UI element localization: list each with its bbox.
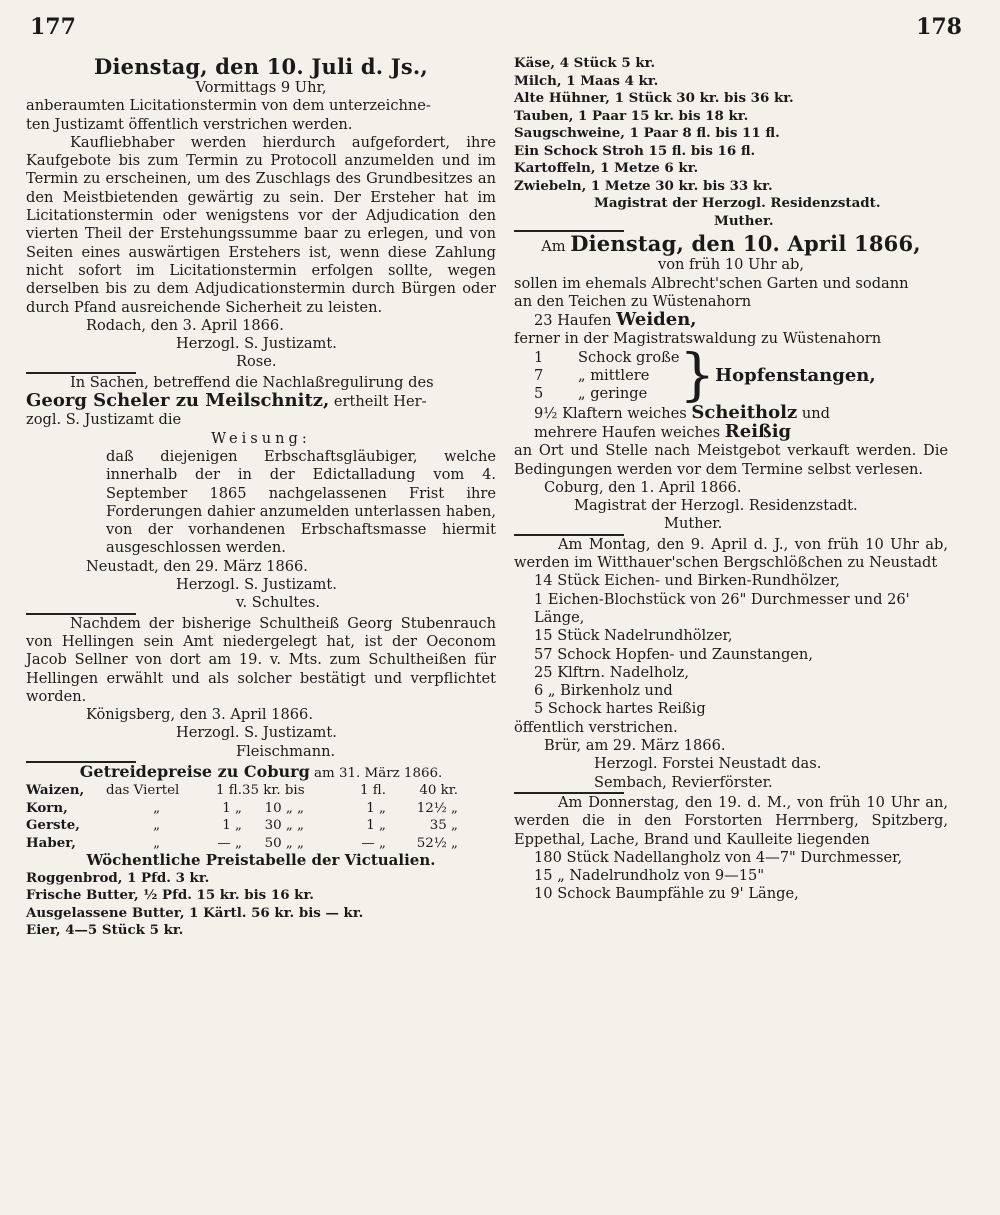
victuals-list-continued bbox=[514, 55, 948, 195]
notice-body: Nachdem der bisherige Schultheiß Georg Stubenrauch von Hellingen sein Amt niedergelegt hat, ist der Oeconom Jacob Sellner von dort am 19. v. Mts. zum Schultheißen für Hellingen erwählt und als solcher bestätigt und verpflichtet worden. bbox=[26, 614, 496, 705]
victual-item: Roggenbrod, 1 Pfd. 3 kr. bbox=[26, 869, 210, 886]
notice-time: von früh 10 Uhr ab, bbox=[657, 256, 805, 274]
victual-item: Kartoffeln, 1 Metze 6 kr. bbox=[514, 160, 699, 176]
grain-price-cell: „ bbox=[153, 835, 160, 851]
hop-pole-row bbox=[534, 367, 680, 385]
victual-item: Milch, 1 Maas 4 kr. bbox=[514, 72, 659, 89]
hop-poles-label: Hopfenstangen, bbox=[715, 365, 876, 387]
grain-price-cell: 40 kr. bbox=[419, 783, 458, 799]
notice-weiden: Weiden, bbox=[616, 309, 697, 331]
notice-body: an Ort und Stelle nach Meistgebot verkauft werden. Die Bedingungen werden vor dem Termine selbst verlesen. bbox=[514, 442, 948, 478]
notice-office: Herzogl. S. Justizamt. bbox=[176, 335, 337, 353]
grain-price-cell: „ bbox=[153, 818, 160, 834]
notice-signature: Sembach, Revierförster. bbox=[594, 773, 773, 791]
grain-price-cell: 1 fl. bbox=[360, 783, 386, 799]
notice-name: Georg Scheler zu Meilschnitz, bbox=[26, 390, 330, 412]
grain-price-cell: 35 kr. bis bbox=[242, 783, 305, 799]
wood-item: 5 Schock hartes Reißig bbox=[534, 700, 706, 718]
victual-item: Eier, 4—5 Stück 5 kr. bbox=[26, 922, 184, 939]
victuals-title: Wöchentliche Preistabelle der Victualien. bbox=[86, 851, 436, 870]
notice-signature: Fleischmann. bbox=[236, 742, 336, 760]
notice-intro-line: zogl. S. Justizamt die bbox=[26, 411, 182, 429]
hop-pole-grade: „ geringe bbox=[578, 385, 648, 403]
victual-item: Ausgelassene Butter, 1 Kärtl. 56 kr. bis — kr. bbox=[26, 904, 364, 921]
grain-prices-title-bold: Getreidepreise zu Coburg bbox=[79, 761, 310, 781]
hop-pole-row bbox=[534, 385, 680, 403]
notice-outro: öffentlich verstrichen. bbox=[514, 718, 678, 736]
wood-item: 15 Stück Nadelrundhölzer, bbox=[534, 627, 733, 645]
grain-prices-title bbox=[26, 763, 496, 783]
reisig: Reißig bbox=[724, 420, 792, 442]
notice-forest-sale bbox=[514, 794, 948, 904]
timber-item: 15 „ Nadelrundholz von 9—15" bbox=[534, 867, 765, 885]
hop-pole-grade: Schock große bbox=[578, 348, 680, 366]
reisig-pre: mehrere Haufen weiches bbox=[534, 423, 721, 441]
grain-prices-table bbox=[26, 763, 496, 940]
grain-price-cell: 52½ „ bbox=[416, 835, 458, 851]
page-number-right: 178 bbox=[916, 14, 962, 40]
wood-item: 25 Klftrn. Nadelholz, bbox=[534, 663, 689, 681]
wood-items-list bbox=[514, 572, 948, 718]
notice-body: Kaufliebhaber werden hierdurch aufgefordert, ihre Kaufgebote bis zum Termin zu Protocoll anzumelden und im Termin zu erscheinen, um des Zuschlags des Grundbesitzes an den Meistbietenden gewärtig zu sein. Der Ersteher hat im Licitationstermin oder wenigstens vor der Adjudication den vierten Theil der Erstehungssumme baar zu erlegen, und von Seiten eines auswärtigen Erstehers ist, wenn diese Zahlung nicht sofort im Licitationstermin erfolgen sollte, wegen derselben bis zu dem Adjudicationstermin durch Bürgen oder durch Pfand ausreichende Sicherheit zu leisten. bbox=[26, 133, 496, 316]
grain-price-cell: 50 „ „ bbox=[264, 835, 304, 851]
right-column bbox=[514, 55, 948, 904]
notice-weisung: Weisung: bbox=[211, 429, 311, 447]
notice-line: ten Justizamt öffentlich verstrichen werden. bbox=[26, 115, 353, 133]
notice-schultheiss bbox=[26, 615, 496, 761]
notice-body: daß diejenigen Erbschaftsgläubiger, welche innerhalb der in der Edictalladung vom 4. September 1865 nachgelassenen Frist ihre Forderungen dahier anzumelden unterlassen haben, von der vorhandenen Erbschaftsmasse hiermit ausgeschlossen werden. bbox=[106, 447, 496, 557]
notice-weiden-count: 23 Haufen bbox=[534, 312, 612, 330]
grain-price-cell: Waizen, bbox=[26, 782, 85, 799]
grain-price-row bbox=[26, 817, 496, 835]
grain-price-row bbox=[26, 835, 496, 853]
scheitholz-post: und bbox=[801, 404, 830, 422]
timber-item: 10 Schock Baumpfähle zu 9' Länge, bbox=[534, 885, 799, 903]
notice-signature: Muther. bbox=[664, 515, 723, 533]
grain-price-cell: 1 „ bbox=[366, 818, 386, 834]
grain-prices-rows bbox=[26, 782, 496, 852]
brace-glyph: } bbox=[679, 343, 716, 409]
notice-heading-line bbox=[514, 232, 948, 256]
notice-line: anberaumten Licitationstermin von dem unterzeichne- bbox=[26, 97, 431, 115]
victual-item: Käse, 4 Stück 5 kr. bbox=[514, 55, 656, 71]
notice-time: Vormittags 9 Uhr, bbox=[195, 79, 327, 96]
notice-place-date: Coburg, den 1. April 1866. bbox=[544, 478, 742, 496]
hop-pole-count: 7 bbox=[534, 367, 544, 385]
notice-intro-rest: ertheilt Her- bbox=[333, 393, 427, 411]
wood-item: 57 Schock Hopfen- und Zaunstangen, bbox=[534, 645, 813, 663]
hop-poles-group bbox=[514, 343, 948, 409]
grain-price-cell: 10 „ „ bbox=[264, 800, 304, 816]
notice-heading: Dienstag, den 10. April 1866, bbox=[570, 231, 921, 256]
victuals-list bbox=[26, 870, 496, 940]
grain-price-cell: Korn, bbox=[26, 799, 68, 816]
notice-line: ferner in der Magistratswaldung zu Wüstenahorn bbox=[514, 330, 882, 348]
hop-pole-grade: „ mittlere bbox=[578, 367, 650, 385]
notice-auction-rodach bbox=[26, 55, 496, 372]
notice-auction-wuestenahorn bbox=[514, 232, 948, 534]
victual-item: Tauben, 1 Paar 15 kr. bis 18 kr. bbox=[514, 107, 749, 124]
victual-item: Frische Butter, ½ Pfd. 15 kr. bis 16 kr. bbox=[26, 887, 314, 904]
hop-pole-count: 1 bbox=[534, 348, 544, 366]
grain-price-cell: Gerste, bbox=[26, 817, 80, 834]
scheitholz: Scheitholz bbox=[691, 401, 798, 423]
scheitholz-pre: 9½ Klaftern weiches bbox=[534, 404, 687, 422]
victuals-office: Magistrat der Herzogl. Residenzstadt. bbox=[594, 195, 881, 211]
notice-place-date: Brür, am 29. März 1866. bbox=[544, 737, 726, 755]
grain-prices-title-date: am 31. März 1866. bbox=[309, 765, 443, 781]
grain-price-cell: — „ bbox=[217, 835, 242, 851]
notice-intro-line bbox=[26, 392, 496, 411]
notice-place-date: Rodach, den 3. April 1866. bbox=[86, 316, 284, 334]
notice-office: Herzogl. Forstei Neustadt das. bbox=[594, 755, 822, 773]
notice-signature: v. Schultes. bbox=[236, 594, 321, 612]
victual-item: Saugschweine, 1 Paar 8 fl. bis 11 fl. bbox=[514, 125, 780, 141]
grain-price-cell: 30 „ „ bbox=[264, 818, 304, 834]
grain-price-row bbox=[26, 800, 496, 818]
notice-intro: In Sachen, betreffend die Nachlaßregulirung des bbox=[70, 373, 434, 391]
wood-item: 1 Eichen-Blochstück von 26" Durchmesser und 26' Länge, bbox=[534, 590, 910, 626]
notice-office: Herzogl. S. Justizamt. bbox=[176, 576, 337, 594]
wood-item: 6 „ Birkenholz und bbox=[534, 682, 673, 700]
notice-reisig-line bbox=[514, 420, 948, 442]
notice-estate-scheler bbox=[26, 374, 496, 613]
grain-price-cell: das Viertel bbox=[106, 783, 180, 799]
victual-item: Zwiebeln, 1 Metze 30 kr. bis 33 kr. bbox=[514, 177, 773, 194]
page-number-left: 177 bbox=[30, 14, 76, 40]
left-column bbox=[26, 55, 496, 940]
notice-heading: Dienstag, den 10. Juli d. Js., bbox=[94, 54, 428, 79]
grain-price-cell: 1 fl. bbox=[216, 783, 242, 799]
timber-item: 180 Stück Nadellangholz von 4—7" Durchmesser, bbox=[534, 848, 903, 866]
notice-line: an den Teichen zu Wüstenahorn bbox=[514, 292, 752, 310]
grain-price-cell: 1 „ bbox=[366, 800, 386, 816]
hop-pole-row bbox=[534, 349, 680, 367]
hop-pole-count: 5 bbox=[534, 385, 544, 403]
grain-price-cell: 35 „ bbox=[429, 818, 458, 834]
victuals-signature: Muther. bbox=[714, 212, 774, 229]
grain-price-cell: 1 „ bbox=[222, 800, 242, 816]
notice-weiden-line bbox=[514, 311, 948, 330]
notice-office: Magistrat der Herzogl. Residenzstadt. bbox=[574, 497, 858, 515]
notice-office: Herzogl. S. Justizamt. bbox=[176, 724, 337, 742]
grain-price-cell: „ bbox=[153, 800, 160, 816]
notice-am: Am bbox=[541, 238, 566, 255]
grain-price-cell: 1 „ bbox=[222, 818, 242, 834]
grain-price-cell: — „ bbox=[361, 835, 386, 851]
hop-poles-list bbox=[514, 349, 680, 404]
victual-item: Alte Hühner, 1 Stück 30 kr. bis 36 kr. bbox=[514, 90, 794, 106]
notice-place-date: Neustadt, den 29. März 1866. bbox=[86, 557, 308, 575]
notice-intro: Am Donnerstag, den 19. d. M., von früh 10 Uhr an, werden die in den Forstorten Herrnberg, Spitzberg, Eppethal, Lache, Brand und Kaulleite liegenden bbox=[514, 793, 948, 848]
grain-price-row bbox=[26, 782, 496, 800]
victuals-continued bbox=[514, 55, 948, 230]
notice-line: sollen im ehemals Albrecht'schen Garten und sodann bbox=[514, 274, 909, 292]
victual-item: Ein Schock Stroh 15 fl. bis 16 fl. bbox=[514, 142, 756, 159]
notice-signature: Rose. bbox=[236, 353, 277, 371]
timber-items-list bbox=[514, 849, 948, 904]
grain-price-cell: Haber, bbox=[26, 834, 76, 851]
notice-intro: Am Montag, den 9. April d. J., von früh 10 Uhr ab, werden im Witthauer'schen Bergschlößchen zu Neustadt bbox=[514, 535, 948, 572]
wood-item: 14 Stück Eichen- und Birken-Rundhölzer, bbox=[534, 572, 840, 590]
notice-place-date: Königsberg, den 3. April 1866. bbox=[86, 706, 313, 724]
grain-price-cell: 12½ „ bbox=[416, 800, 458, 816]
notice-neustadt-wood bbox=[514, 536, 948, 792]
